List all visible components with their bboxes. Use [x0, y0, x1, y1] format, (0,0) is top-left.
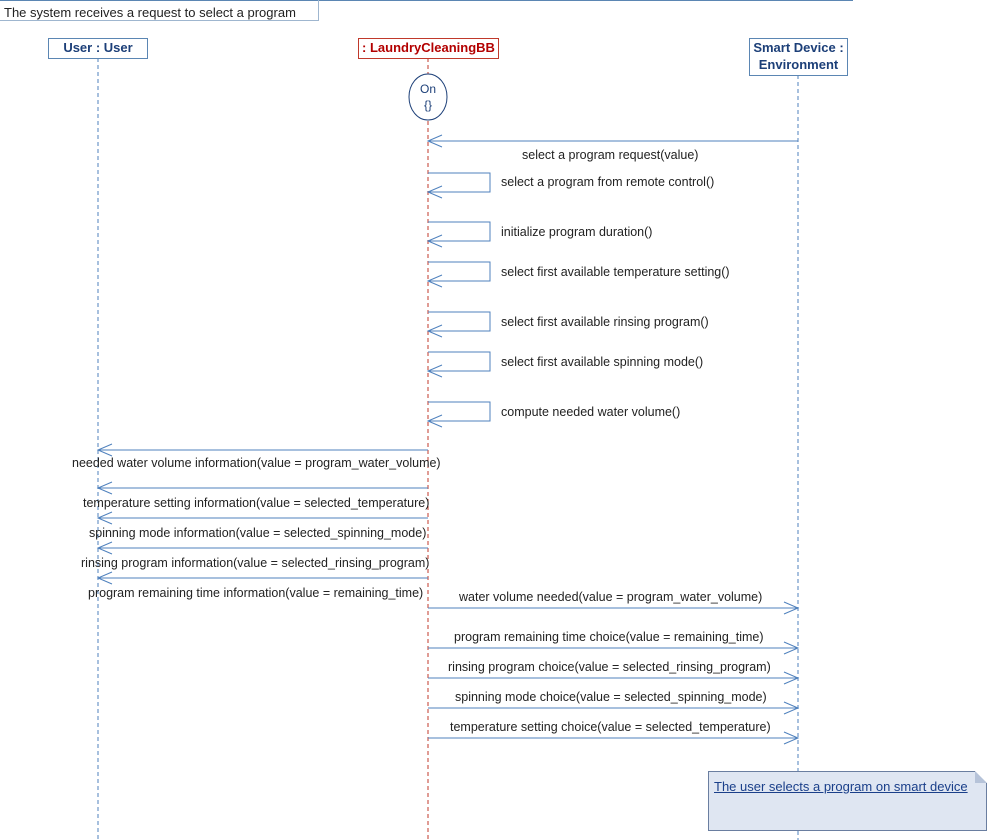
- lifeline-device-label-line1: Smart Device :: [753, 40, 844, 55]
- message-label: select a program from remote control(): [501, 175, 715, 189]
- message-label: temperature setting choice(value = selected_temperature): [450, 720, 771, 734]
- self-message-arrow: [428, 262, 490, 281]
- message-label: program remaining time information(value = remaining_time): [88, 586, 424, 600]
- state-name: On: [419, 82, 436, 96]
- self-message-arrow: [428, 352, 490, 371]
- frame-title: The system receives a request to select a program: [0, 0, 319, 21]
- message-label: needed water volume information(value = program_water_volume): [72, 456, 441, 470]
- message-label: water volume needed(value = program_water_volume): [459, 590, 763, 604]
- lifeline-user[interactable]: [48, 38, 148, 59]
- comment-note[interactable]: [708, 771, 987, 831]
- self-message-arrow: [428, 402, 490, 421]
- message-label: spinning mode information(value = selected_spinning_mode): [89, 526, 427, 540]
- message-label: select first available spinning mode(): [501, 355, 704, 369]
- self-message-arrow: [428, 222, 490, 241]
- message-label: select a program request(value): [522, 148, 699, 162]
- lifeline-user-label: User : User: [63, 40, 133, 55]
- lifeline-device-label-line2: Environment: [758, 57, 839, 72]
- lifeline-bb-label: : LaundryCleaningBB: [362, 40, 495, 55]
- note-fold-corner: [975, 771, 987, 783]
- message-label: rinsing program choice(value = selected_rinsing_program): [448, 660, 771, 674]
- message-label: compute needed water volume(): [501, 405, 681, 419]
- state-body: {}: [423, 98, 432, 112]
- message-label: initialize program duration(): [501, 225, 653, 239]
- self-message-arrow: [428, 173, 490, 192]
- message-label: spinning mode choice(value = selected_spinning_mode): [455, 690, 767, 704]
- message-label: temperature setting information(value = selected_temperature): [83, 496, 430, 510]
- message-label: program remaining time choice(value = remaining_time): [454, 630, 764, 644]
- message-label: select first available temperature setting(): [501, 265, 730, 279]
- message-label: rinsing program information(value = selected_rinsing_program): [81, 556, 430, 570]
- self-message-arrow: [428, 312, 490, 331]
- lifeline-laundry-cleaning-bb[interactable]: [358, 38, 499, 59]
- note-text[interactable]: The user selects a program on smart device: [714, 779, 968, 794]
- message-label: select first available rinsing program(): [501, 315, 709, 329]
- lifeline-smart-device[interactable]: [749, 38, 848, 76]
